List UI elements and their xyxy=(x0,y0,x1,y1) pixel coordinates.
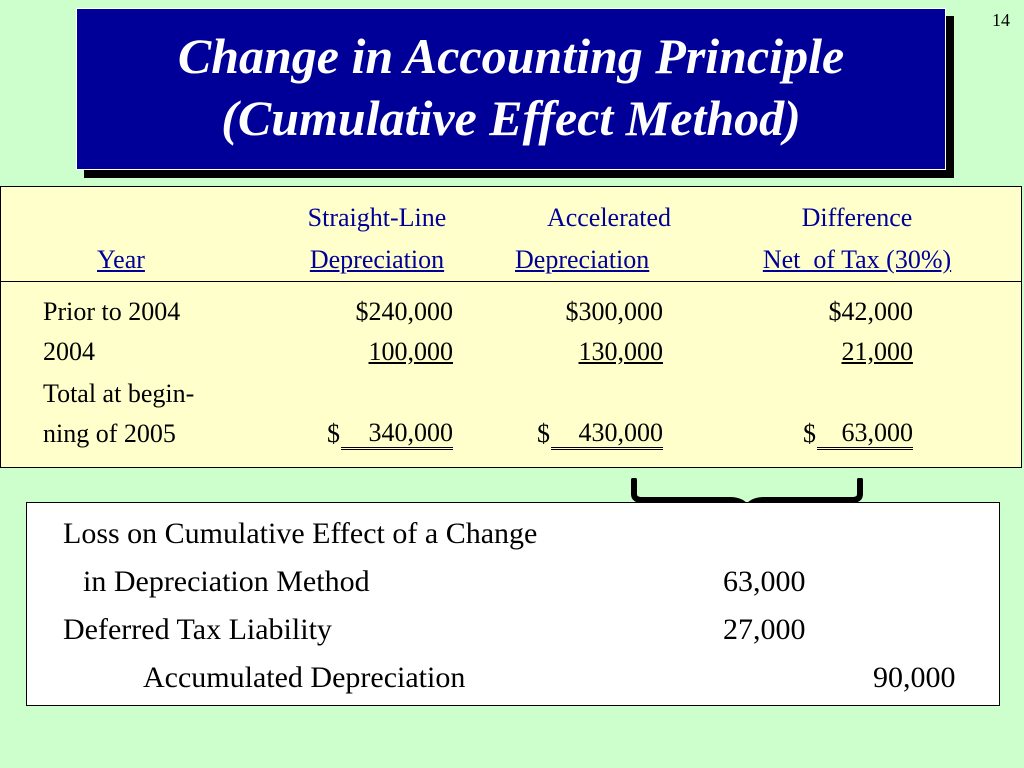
row-2-accelerated: 130,000 xyxy=(578,337,663,366)
header-straight-line-bottom: Depreciation xyxy=(309,245,445,274)
slide-title xyxy=(76,8,946,170)
total-label-line-1: Total at begin- xyxy=(43,379,195,408)
journal-entry xyxy=(26,502,1000,706)
total-difference-currency: $ xyxy=(803,419,816,448)
total-straight-line-currency: $ xyxy=(327,419,340,448)
row-1-year: Prior to 2004 xyxy=(43,297,181,326)
title-line-1: Change in Accounting Principle xyxy=(177,28,845,84)
title-line-2: (Cumulative Effect Method) xyxy=(221,90,801,146)
row-1-difference: $42,000 xyxy=(828,297,913,326)
header-straight-line-top: Straight-Line xyxy=(307,203,447,232)
entry-1-debit: 63,000 xyxy=(723,565,806,598)
row-2-year: 2004 xyxy=(43,337,95,366)
header-separator xyxy=(1,281,1021,282)
row-1-straight-line: $240,000 xyxy=(355,297,453,326)
header-year: Year xyxy=(97,245,145,274)
total-straight-line: 340,000 xyxy=(341,419,453,450)
entry-2-account: Deferred Tax Liability xyxy=(63,613,332,646)
entry-1-account-line-1: Loss on Cumulative Effect of a Change xyxy=(63,517,538,550)
total-accelerated-currency: $ xyxy=(537,419,550,448)
row-2-difference: 21,000 xyxy=(841,337,913,366)
page-number: 14 xyxy=(992,10,1010,30)
header-difference-bottom: Net of Tax (30%) xyxy=(762,245,952,274)
row-2-straight-line: 100,000 xyxy=(368,337,453,366)
entry-2-debit: 27,000 xyxy=(723,613,806,646)
total-accelerated: 430,000 xyxy=(551,419,663,450)
row-1-accelerated: $300,000 xyxy=(565,297,663,326)
header-accelerated-bottom: Depreciation xyxy=(515,245,650,274)
entry-3-credit: 90,000 xyxy=(873,661,956,694)
total-label-line-2: ning of 2005 xyxy=(43,419,176,448)
entry-1-account-line-2: in Depreciation Method xyxy=(83,565,370,598)
header-difference-top: Difference xyxy=(801,203,913,232)
header-accelerated-top: Accelerated xyxy=(546,203,672,232)
total-difference: 63,000 xyxy=(817,419,913,450)
entry-3-account: Accumulated Depreciation xyxy=(143,661,466,694)
depreciation-table xyxy=(0,186,1022,468)
